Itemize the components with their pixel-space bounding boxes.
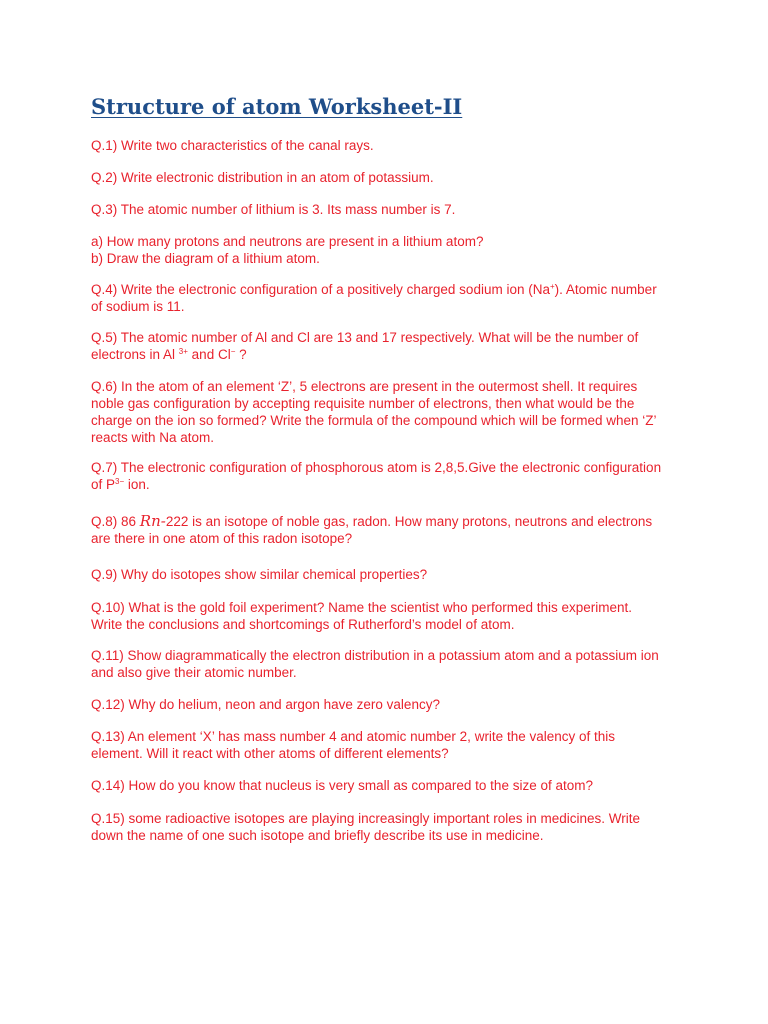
question-8-line-1 xyxy=(91,513,652,530)
question-3b: b) Draw the diagram of a lithium atom. xyxy=(91,251,320,266)
question-5-text-mid: and Cl xyxy=(187,347,231,362)
question-7-text-end: ion. xyxy=(124,477,150,492)
question-8 xyxy=(91,513,652,547)
question-6-line-2: noble gas configuration by accepting requisite number of electrons, then what would be the xyxy=(91,396,635,411)
aluminium-ion-charge: 3+ xyxy=(178,347,188,356)
question-1: Q.1) Write two characteristics of the canal rays. xyxy=(91,138,374,153)
question-10-line-1: Q.10) What is the gold foil experiment? Name the scientist who performed this experiment. xyxy=(91,600,632,615)
question-15-line-2: down the name of one such isotope and briefly describe its use in medicine. xyxy=(91,828,544,843)
question-8-line-2: are there in one atom of this radon isotope? xyxy=(91,531,353,546)
question-13-line-2: element. Will it react with other atoms of different elements? xyxy=(91,746,449,761)
question-7-text: of P xyxy=(91,477,116,492)
question-5 xyxy=(91,329,638,363)
question-11-line-1: Q.11) Show diagrammatically the electron distribution in a potassium atom and a potassium ion xyxy=(91,648,659,663)
question-3a: a) How many protons and neutrons are present in a lithium atom? xyxy=(91,234,484,249)
question-11 xyxy=(91,647,659,681)
question-7-line-2 xyxy=(91,476,661,493)
question-7 xyxy=(91,459,661,493)
question-12: Q.12) Why do helium, neon and argon have zero valency? xyxy=(91,697,440,712)
question-8-text: Q.8) 86 xyxy=(91,514,140,529)
question-13-line-1: Q.13) An element ‘X’ has mass number 4 and atomic number 2, write the valency of this xyxy=(91,729,616,744)
question-13 xyxy=(91,728,615,762)
radon-symbol: Rn- xyxy=(139,512,166,530)
question-5-text-end: ? xyxy=(235,347,247,362)
question-6-line-3: charge on the ion so formed? Write the formula of the compound which will be formed when ‘Z’ xyxy=(91,413,657,428)
question-4-text: Q.4) Write the electronic configuration of a positively charged sodium ion (Na xyxy=(91,282,550,297)
question-10-line-2: Write the conclusions and shortcomings of Rutherford’s model of atom. xyxy=(91,617,515,632)
question-6 xyxy=(91,378,657,446)
worksheet-title: Structure of atom Worksheet-II xyxy=(91,94,463,119)
question-15 xyxy=(91,810,640,844)
question-10 xyxy=(91,599,632,633)
question-3: Q.3) The atomic number of lithium is 3. Its mass number is 7. xyxy=(91,202,456,217)
question-6-line-1: Q.6) In the atom of an element ‘Z’, 5 electrons are present in the outermost shell. It requires xyxy=(91,379,638,394)
question-2: Q.2) Write electronic distribution in an atom of potassium. xyxy=(91,170,434,185)
question-5-line-2 xyxy=(91,346,638,363)
question-11-line-2: and also give their atomic number. xyxy=(91,665,297,680)
question-7-line-1: Q.7) The electronic configuration of phosphorous atom is 2,8,5.Give the electronic configuration xyxy=(91,460,662,475)
question-8-text-end: 222 is an isotope of noble gas, radon. How many protons, neutrons and electrons xyxy=(165,514,653,529)
question-9: Q.9) Why do isotopes show similar chemical properties? xyxy=(91,567,428,582)
question-15-line-1: Q.15) some radioactive isotopes are playing increasingly important roles in medicines. Write xyxy=(91,811,640,826)
chloride-ion-charge: − xyxy=(230,347,236,356)
question-4-line-2: of sodium is 11. xyxy=(91,299,185,314)
question-14: Q.14) How do you know that nucleus is very small as compared to the size of atom? xyxy=(91,778,593,793)
phosphide-ion-charge: 3− xyxy=(115,477,125,486)
question-4 xyxy=(91,281,657,315)
question-4-line-1 xyxy=(91,281,657,298)
sodium-ion-charge: + xyxy=(549,282,555,291)
question-4-text-end: ). Atomic number xyxy=(554,282,657,297)
question-6-line-4: reacts with Na atom. xyxy=(91,430,215,445)
question-5-text: electrons in Al xyxy=(91,347,179,362)
question-3-parts xyxy=(91,233,483,267)
question-5-line-1: Q.5) The atomic number of Al and Cl are 13 and 17 respectively. What will be the number of xyxy=(91,330,639,345)
